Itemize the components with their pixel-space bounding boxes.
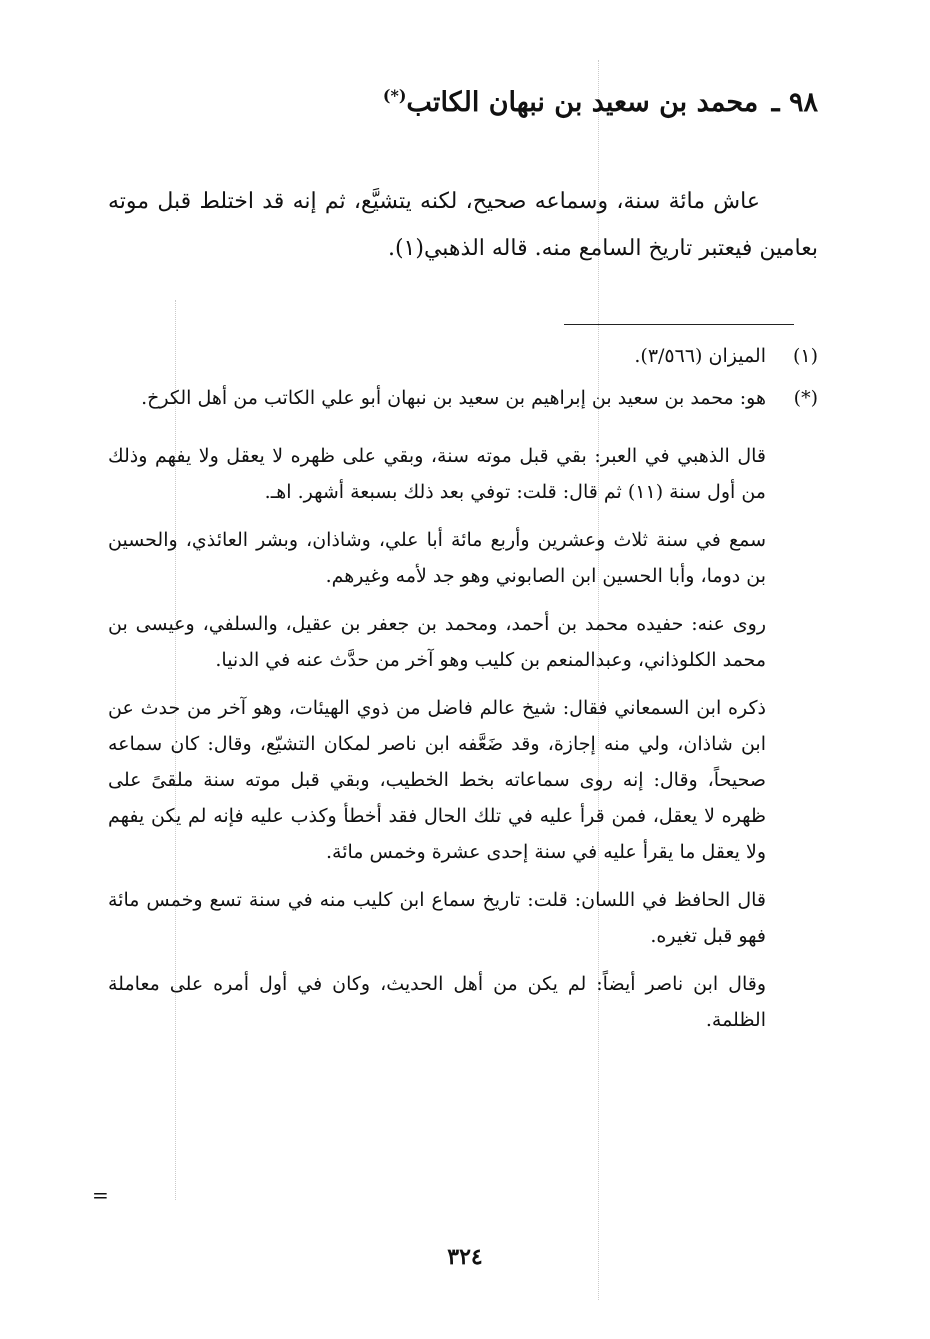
main-paragraph: عاش مائة سنة، وسماعه صحيح، لكنه يتشيَّع، ثم إنه قد اختلط قبل موته بعامين فيعتبر تاريخ السامع منه. قاله الذهبي(١).	[108, 189, 818, 261]
entry-number: ٩٨ ـ	[771, 87, 818, 118]
entry-heading	[118, 86, 818, 118]
footnote-marker-star: (*)	[382, 86, 407, 105]
footnote-marker: (١)	[792, 345, 818, 367]
note-paragraph: ذكره ابن السمعاني فقال: شيخ عالم فاضل من ذوي الهيئات، وهو آخر من حدث عن ابن شاذان، ولي منه إجازة، وقد ضَعَّفه ابن ناصر لمكان التشيّع، وقال: كان سماعه صحيحاً، وقال: إنه روى سماعاته بخط الخطيب، وبقي قبل موته سنة ملقىً على ظهره لا يعقل، فمن قرأ عليه في تلك الحال فقد أخطأ وكذب عليه فإنه لم يكن يفهم ولا يعقل ما يقرأ عليه في سنة إحدى عشرة وخمس مائة.	[108, 697, 766, 863]
continuation-mark: =	[92, 1183, 109, 1207]
main-text	[108, 178, 818, 272]
note-paragraph: وقال ابن ناصر أيضاً: لم يكن من أهل الحديث، وكان في أول أمره على معاملة الظلمة.	[108, 973, 766, 1031]
footnote	[108, 380, 818, 416]
footnote-separator	[564, 324, 794, 325]
note-paragraph: قال الحافظ في اللسان: قلت: تاريخ سماع ابن كليب منه في سنة تسع وخمس مائة فهو قبل تغيره.	[108, 889, 766, 947]
footnote-text: الميزان (٣/٥٦٦).	[634, 345, 766, 367]
footnote	[108, 338, 818, 374]
footnote-text: هو: محمد بن سعيد بن إبراهيم بن سعيد بن نبهان أبو علي الكاتب من أهل الكرخ.	[141, 387, 766, 409]
note-paragraph: قال الذهبي في العبر: بقي قبل موته سنة، وبقي على ظهره لا يعقل ولا يفهم وذلك من أول سنة (١١) ثم قال: قلت: توفي بعد ذلك بسبعة أشهر. اهـ.	[108, 445, 766, 503]
page-number: ٣٢٤	[447, 1244, 483, 1270]
footnotes-section	[108, 338, 818, 1050]
entry-title: محمد بن سعيد بن نبهان الكاتب	[406, 87, 759, 118]
note-paragraph: روى عنه: حفيده محمد بن أحمد، ومحمد بن جعفر بن عقيل، والسلفي، وعيسى بن محمد الكلوذاني، وعبدالمنعم بن كليب وهو آخر من حدَّث عنه في الدنيا.	[108, 613, 766, 671]
footnote-marker: (*)	[793, 387, 818, 409]
note-paragraph: سمع في سنة ثلاث وعشرين وأربع مائة أبا علي، وشاذان، وبشر العائذي، والحسين بن دوما، وأبا الحسين ابن الصابوني وهو جد لأمه وغيرهم.	[108, 529, 766, 587]
